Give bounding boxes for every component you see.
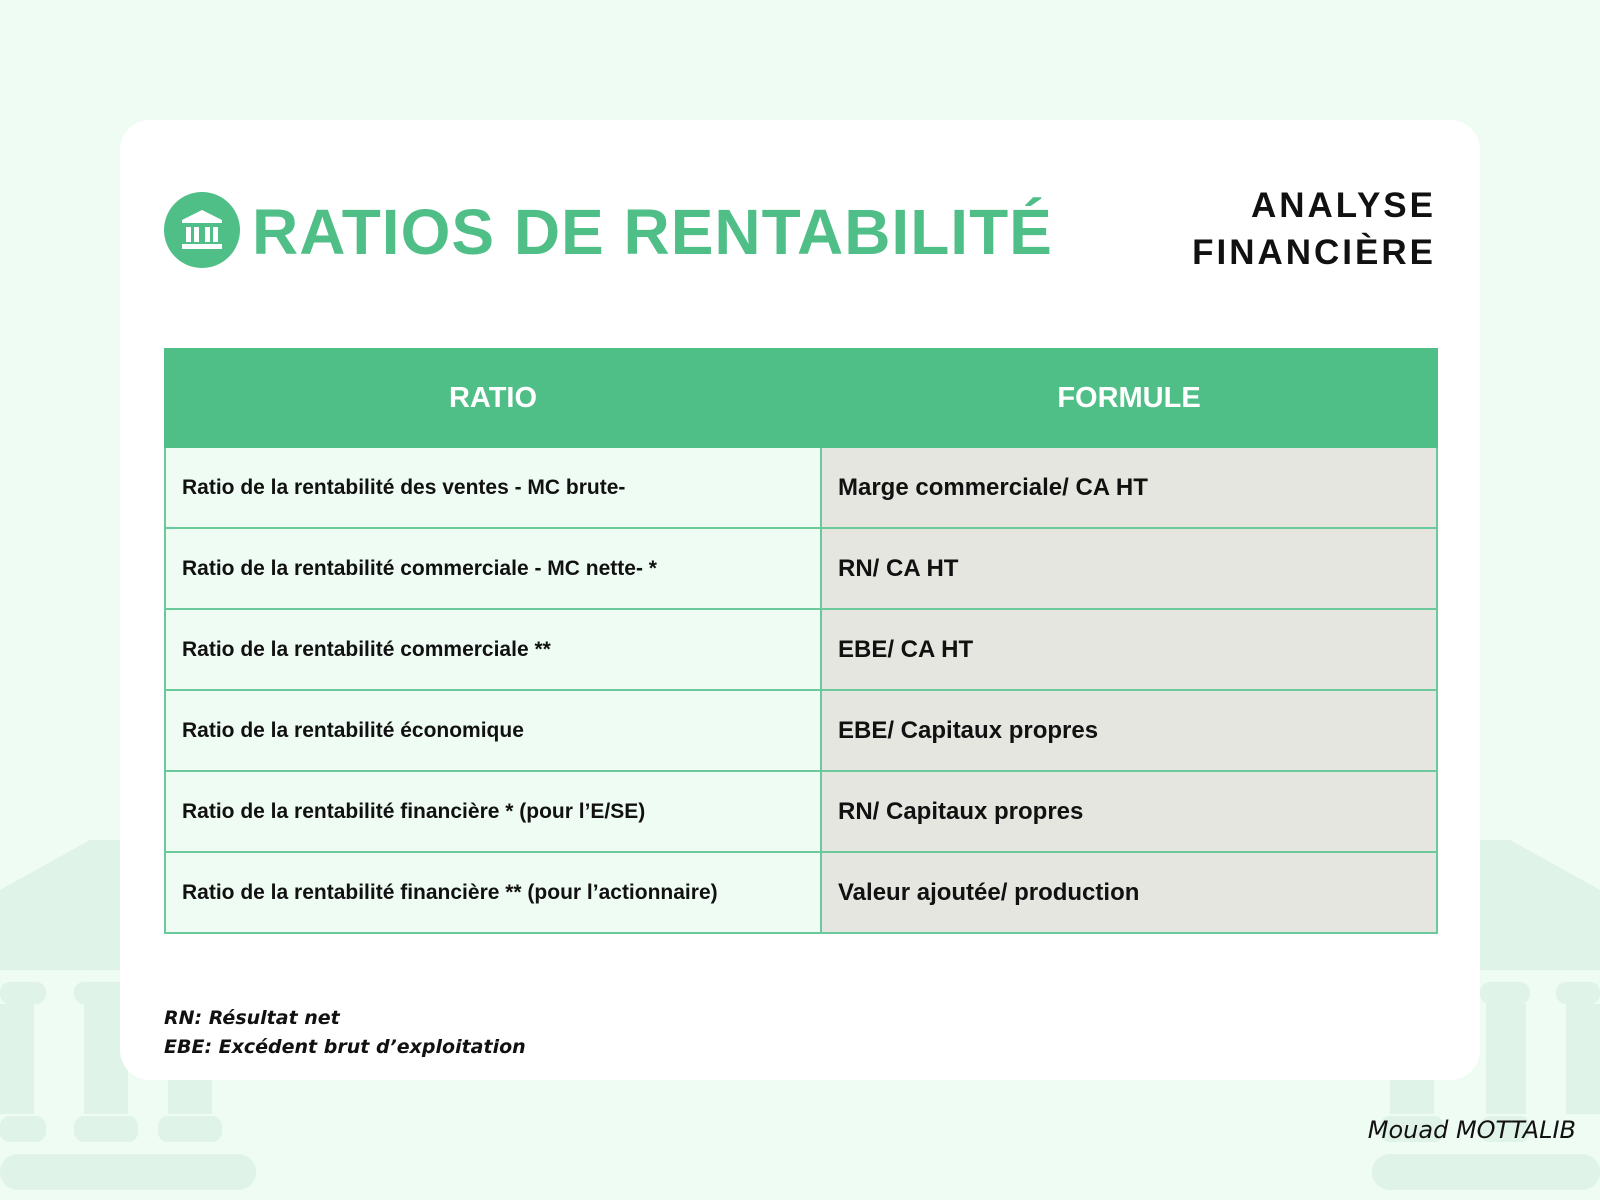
table-row: [165, 609, 1437, 690]
formula-cell: Marge commerciale/ CA HT: [821, 447, 1437, 528]
ratios-table: [164, 348, 1438, 934]
ratio-cell: Ratio de la rentabilité commerciale - MC nette- *: [165, 528, 821, 609]
formula-cell: EBE/ CA HT: [821, 609, 1437, 690]
table-header-row: [165, 349, 1437, 447]
legend-item-rn: RN: Résultat net: [164, 1007, 340, 1029]
page-title: RATIOS DE RENTABILITÉ: [252, 196, 1053, 268]
ratio-cell: Ratio de la rentabilité financière ** (pour l’actionnaire): [165, 852, 821, 933]
table-row: [165, 771, 1437, 852]
formula-cell: Valeur ajoutée/ production: [821, 852, 1437, 933]
ratio-cell: Ratio de la rentabilité des ventes - MC brute-: [165, 447, 821, 528]
table-row: [165, 690, 1437, 771]
ratio-cell: Ratio de la rentabilité financière * (pour l’E/SE): [165, 771, 821, 852]
ratio-cell: Ratio de la rentabilité commerciale **: [165, 609, 821, 690]
ratio-cell: Ratio de la rentabilité économique: [165, 690, 821, 771]
column-header-ratio: RATIO: [165, 349, 821, 447]
subtitle-line-1: ANALYSE: [1250, 186, 1436, 225]
subtitle-line-2: FINANCIÈRE: [1192, 233, 1436, 272]
formula-cell: RN/ CA HT: [821, 528, 1437, 609]
formula-cell: RN/ Capitaux propres: [821, 771, 1437, 852]
abbreviation-legend: [164, 1004, 526, 1062]
main-card: [120, 120, 1480, 1080]
table-row: [165, 447, 1437, 528]
author-signature: Mouad MOTTALIB: [1367, 1116, 1576, 1144]
formula-cell: EBE/ Capitaux propres: [821, 690, 1437, 771]
table-row: [165, 528, 1437, 609]
table-row: [165, 852, 1437, 933]
legend-item-ebe: EBE: Excédent brut d’exploitation: [164, 1036, 526, 1058]
subtitle: [1192, 182, 1436, 276]
bank-icon: [164, 192, 240, 268]
column-header-formula: FORMULE: [821, 349, 1437, 447]
